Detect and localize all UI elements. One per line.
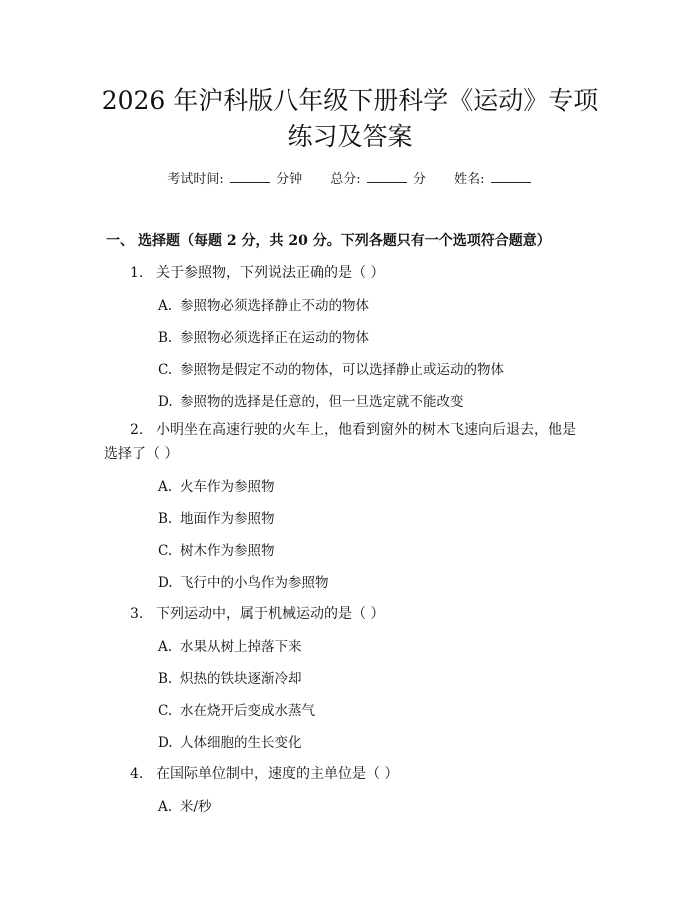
section-number: 一、 [106, 233, 134, 249]
option-text: 参照物是假定不动的物体，可以选择静止或运动的物体 [180, 362, 504, 378]
question-3-option-c [158, 699, 315, 719]
option-letter: D. [158, 575, 173, 591]
section-heading [106, 230, 551, 250]
question-text: 在国际单位制中，速度的主单位是（ ） [156, 766, 399, 782]
student-name-field [454, 168, 533, 187]
question-number: 2. [130, 422, 144, 438]
student-name-label: 姓名: [454, 172, 485, 187]
option-letter: B. [158, 330, 173, 346]
option-letter: C. [158, 362, 173, 378]
question-3-option-d [158, 731, 302, 751]
question-3-option-a [158, 635, 302, 655]
exam-time-unit: 分钟 [276, 172, 303, 187]
option-letter: D. [158, 394, 173, 410]
question-number: 4. [130, 766, 144, 782]
option-letter: C. [158, 703, 173, 719]
document-title-line-2: 练习及答案 [287, 122, 413, 151]
option-letter: C. [158, 543, 173, 559]
option-letter: A. [158, 298, 173, 314]
total-score-label: 总分: [330, 172, 361, 187]
question-2-option-c [158, 539, 275, 559]
student-name-blank [491, 170, 531, 183]
question-text: 小明坐在高速行驶的火车上，他看到窗外的树木飞速向后退去，他是选择了（ ） [104, 422, 576, 462]
total-score-blank [367, 170, 407, 183]
question-text: 关于参照物，下列说法正确的是（ ） [156, 265, 385, 281]
option-letter: A. [158, 799, 173, 815]
question-2-option-d [158, 571, 329, 591]
exam-time-blank [230, 170, 270, 183]
option-text: 参照物的选择是任意的，但一旦选定就不能改变 [180, 394, 464, 410]
option-letter: B. [158, 671, 173, 687]
question-1-option-d [158, 390, 464, 410]
option-letter: A. [158, 639, 173, 655]
option-text: 地面作为参照物 [180, 511, 275, 527]
total-score-field [330, 168, 426, 187]
exam-time-field [167, 168, 302, 187]
option-text: 飞行中的小鸟作为参照物 [180, 575, 329, 591]
section-title: 选择题（每题 2 分，共 20 分。下列各题只有一个选项符合题意） [138, 233, 551, 249]
question-1-option-b [158, 326, 369, 346]
option-text: 炽热的铁块逐渐冷却 [180, 671, 302, 687]
question-2-option-a [158, 475, 275, 495]
exam-info-row [0, 168, 700, 187]
question-1-option-a [158, 294, 369, 314]
question-number: 1. [130, 265, 144, 281]
option-text: 火车作为参照物 [180, 479, 275, 495]
option-text: 参照物必须选择静止不动的物体 [180, 298, 369, 314]
document-title-line-1: 2026 年沪科版八年级下册科学《运动》专项 [101, 86, 599, 115]
question-1 [130, 262, 384, 282]
option-letter: B. [158, 511, 173, 527]
question-text: 下列运动中，属于机械运动的是（ ） [156, 606, 385, 622]
question-3 [130, 603, 384, 623]
option-text: 树木作为参照物 [180, 543, 275, 559]
exam-time-label: 考试时间: [167, 172, 224, 187]
option-text: 参照物必须选择正在运动的物体 [180, 330, 369, 346]
option-text: 水果从树上掉落下来 [180, 639, 302, 655]
option-letter: D. [158, 735, 173, 751]
question-number: 3. [130, 606, 144, 622]
question-1-option-c [158, 358, 504, 378]
question-2-option-b [158, 507, 275, 527]
question-3-option-b [158, 667, 302, 687]
question-4 [130, 763, 398, 783]
question-4-option-a [158, 795, 212, 815]
option-text: 人体细胞的生长变化 [180, 735, 302, 751]
option-text: 水在烧开后变成水蒸气 [180, 703, 315, 719]
total-score-unit: 分 [412, 172, 426, 187]
option-text: 米/秒 [180, 799, 212, 815]
question-2 [104, 418, 584, 466]
option-letter: A. [158, 479, 173, 495]
